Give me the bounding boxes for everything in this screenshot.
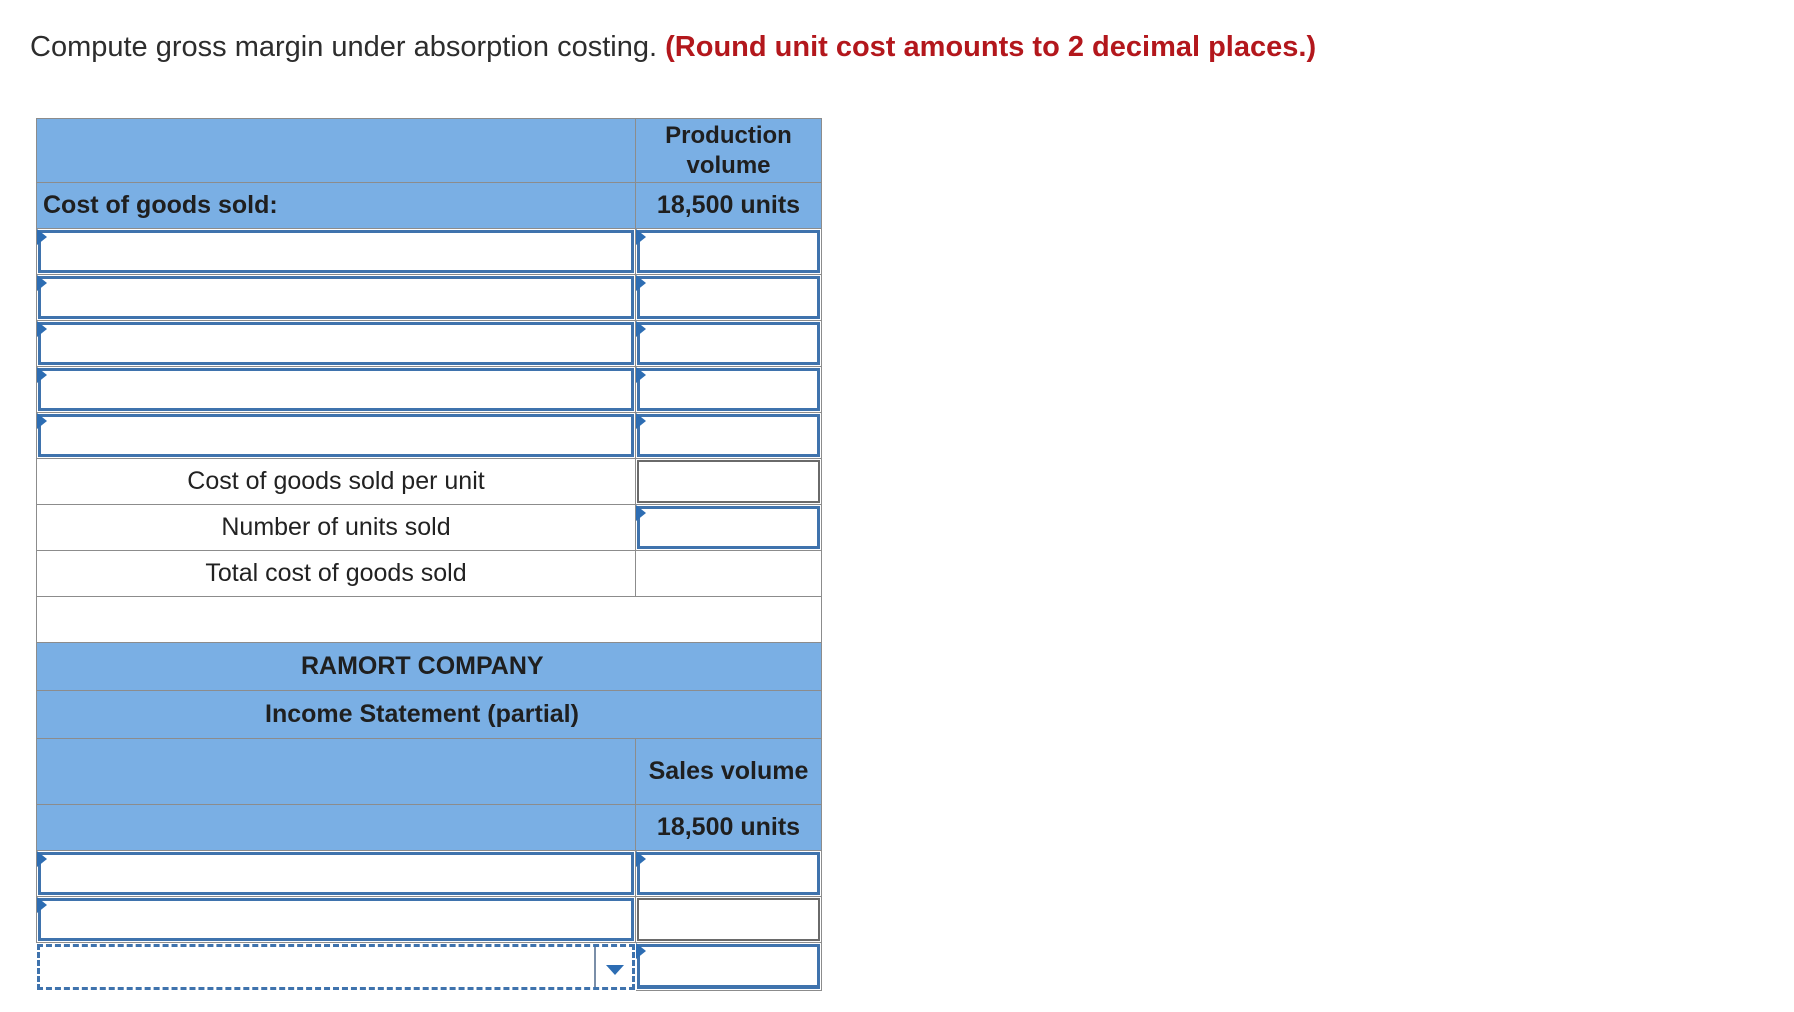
cogs-item-amount-input[interactable] bbox=[636, 321, 822, 367]
cogs-production-units: 18,500 units bbox=[636, 183, 822, 229]
gross-margin-row bbox=[36, 943, 822, 991]
dropdown-button[interactable] bbox=[594, 947, 632, 987]
cogs-header-row bbox=[36, 118, 822, 183]
input-marker-icon bbox=[37, 413, 47, 429]
cogs-item-label-input[interactable] bbox=[36, 275, 636, 321]
sales-volume-header-row bbox=[36, 739, 822, 805]
cogs-input-row bbox=[36, 413, 822, 459]
is-item-amount-input[interactable] bbox=[636, 851, 822, 897]
chevron-down-icon bbox=[606, 965, 624, 975]
spacer-cell bbox=[36, 597, 822, 643]
is-input-row bbox=[36, 897, 822, 943]
total-cogs-label: Total cost of goods sold bbox=[36, 551, 636, 597]
sales-volume-header: Sales volume bbox=[636, 739, 822, 805]
sales-units-blank bbox=[36, 805, 636, 851]
statement-title-row bbox=[36, 691, 822, 739]
sales-header-blank bbox=[36, 739, 636, 805]
production-volume-header: Production volume bbox=[636, 118, 822, 183]
is-item-label-input[interactable] bbox=[36, 897, 636, 943]
cogs-item-amount-input[interactable] bbox=[636, 229, 822, 275]
input-marker-icon bbox=[636, 851, 646, 867]
input-marker-icon bbox=[37, 897, 47, 913]
cogs-input-row bbox=[36, 367, 822, 413]
cogs-item-label-input[interactable] bbox=[36, 367, 636, 413]
statement-title: Income Statement (partial) bbox=[36, 691, 822, 739]
gross-margin-amount-input[interactable] bbox=[636, 943, 822, 991]
cogs-per-unit-row bbox=[36, 459, 822, 505]
input-marker-icon bbox=[636, 505, 646, 521]
spacer-row bbox=[36, 597, 822, 643]
total-cogs-value bbox=[636, 551, 822, 597]
units-sold-label: Number of units sold bbox=[36, 505, 636, 551]
gross-margin-select[interactable] bbox=[36, 943, 636, 991]
cogs-per-unit-value bbox=[636, 459, 822, 505]
input-marker-icon bbox=[636, 943, 646, 959]
cogs-input-row bbox=[36, 275, 822, 321]
company-name: RAMORT COMPANY bbox=[36, 643, 822, 691]
input-marker-icon bbox=[636, 275, 646, 291]
cogs-item-label-input[interactable] bbox=[36, 321, 636, 367]
cogs-item-amount-input[interactable] bbox=[636, 367, 822, 413]
cogs-input-row bbox=[36, 321, 822, 367]
input-marker-icon bbox=[37, 275, 47, 291]
cogs-item-label-input[interactable] bbox=[36, 229, 636, 275]
input-marker-icon bbox=[636, 229, 646, 245]
cogs-input-row bbox=[36, 229, 822, 275]
input-marker-icon bbox=[636, 413, 646, 429]
cogs-section-row bbox=[36, 183, 822, 229]
cogs-per-unit-label: Cost of goods sold per unit bbox=[36, 459, 636, 505]
is-input-row bbox=[36, 851, 822, 897]
input-marker-icon bbox=[636, 321, 646, 337]
instruction-main: Compute gross margin under absorption costing. bbox=[30, 31, 658, 63]
cogs-header-blank bbox=[36, 118, 636, 183]
input-marker-icon bbox=[37, 321, 47, 337]
worksheet bbox=[36, 118, 822, 991]
cogs-item-label-input[interactable] bbox=[36, 413, 636, 459]
input-marker-icon bbox=[37, 367, 47, 383]
is-item-label-input[interactable] bbox=[36, 851, 636, 897]
input-marker-icon bbox=[37, 851, 47, 867]
input-marker-icon bbox=[37, 229, 47, 245]
units-sold-row bbox=[36, 505, 822, 551]
units-sold-input[interactable] bbox=[636, 505, 822, 551]
is-item-amount-value bbox=[636, 897, 822, 943]
company-name-row bbox=[36, 643, 822, 691]
cogs-section-label: Cost of goods sold: bbox=[36, 183, 636, 229]
total-cogs-row bbox=[36, 551, 822, 597]
sales-units-row bbox=[36, 805, 822, 851]
instruction-rounding-note: (Round unit cost amounts to 2 decimal places.) bbox=[665, 31, 1317, 63]
instruction-text bbox=[30, 31, 1316, 64]
cogs-item-amount-input[interactable] bbox=[636, 413, 822, 459]
input-marker-icon bbox=[636, 367, 646, 383]
cogs-item-amount-input[interactable] bbox=[636, 275, 822, 321]
sales-volume-units: 18,500 units bbox=[636, 805, 822, 851]
